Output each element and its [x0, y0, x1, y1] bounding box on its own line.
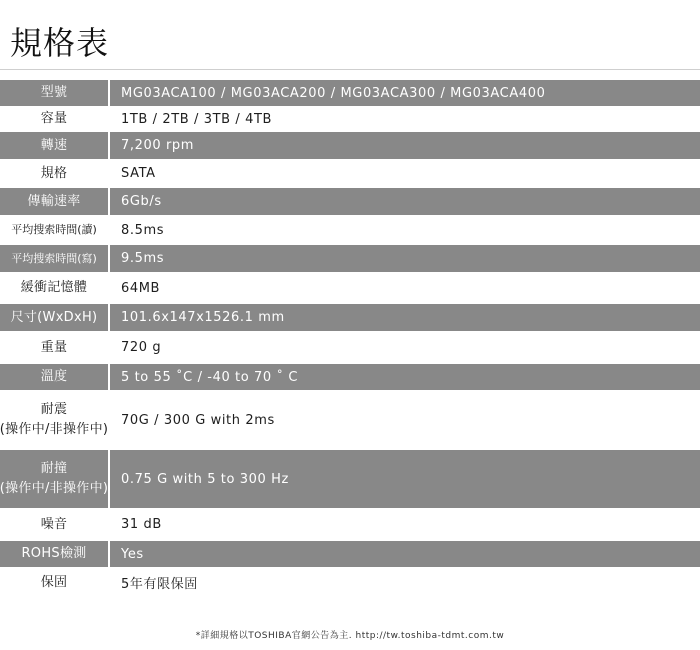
- spec-value-cache: 64MB: [121, 280, 161, 296]
- spec-label-weight: [0, 331, 108, 364]
- spec-row-shock: [0, 450, 700, 508]
- spec-label-text: 耐震: [40, 402, 68, 417]
- spec-label-seek-read: [0, 215, 108, 245]
- spec-label-transfer-rate: [0, 188, 108, 215]
- spec-label-rpm: [0, 132, 108, 159]
- spec-label-text: 容量: [40, 111, 68, 126]
- spec-value-seek-read: 8.5ms: [121, 222, 165, 238]
- spec-label-text: 傳輸速率: [27, 193, 81, 209]
- spec-value-rohs: Yes: [121, 546, 144, 562]
- spec-row-rohs: [0, 541, 700, 567]
- spec-sublabel-text: (操作中/非操作中): [0, 481, 109, 496]
- spec-label-text: 噪音: [40, 516, 68, 532]
- spec-row-warranty: [0, 567, 700, 598]
- spec-value-model: MG03ACA100 / MG03ACA200 / MG03ACA300 / MG03ACA400: [121, 85, 546, 101]
- spec-label-model: [0, 80, 108, 106]
- spec-value-interface: SATA: [121, 166, 156, 181]
- spec-label-interface: [0, 159, 108, 188]
- spec-value-noise: 31 dB: [121, 517, 162, 532]
- spec-value-transfer-rate: 6Gb/s: [121, 194, 162, 209]
- spec-row-vibration: [0, 390, 700, 450]
- spec-label-text: 緩衝記憶體: [20, 280, 88, 295]
- spec-label-noise: [0, 508, 108, 541]
- spec-label-text: 轉速: [40, 137, 68, 153]
- spec-value-weight: 720 g: [121, 340, 162, 355]
- spec-label-cache: [0, 272, 108, 304]
- spec-label-text: 溫度: [40, 369, 68, 384]
- spec-sublabel-text: (操作中/非操作中): [0, 422, 109, 437]
- spec-row-dimensions: [0, 304, 700, 331]
- spec-label-text: 尺寸(WxDxH): [10, 309, 98, 325]
- spec-table: [0, 80, 700, 598]
- title-divider: [0, 69, 700, 70]
- spec-label-text: 型號: [40, 85, 68, 100]
- spec-label-vibration: [0, 390, 108, 450]
- spec-row-temperature: [0, 364, 700, 390]
- page-title: 規格表: [10, 24, 110, 62]
- spec-label-rohs: [0, 541, 108, 567]
- spec-row-interface: [0, 159, 700, 188]
- spec-value-rpm: 7,200 rpm: [121, 138, 195, 153]
- spec-row-seek-read: [0, 215, 700, 245]
- spec-value-shock: 0.75 G with 5 to 300 Hz: [121, 471, 289, 487]
- spec-row-weight: [0, 331, 700, 364]
- spec-label-text: ROHS檢測: [21, 546, 87, 561]
- spec-label-temperature: [0, 364, 108, 390]
- spec-label-capacity: [0, 106, 108, 132]
- spec-label-text: 平均搜索時間(讀): [11, 223, 97, 236]
- spec-row-rpm: [0, 132, 700, 159]
- spec-value-vibration: 70G / 300 G with 2ms: [121, 412, 275, 428]
- spec-label-text: 耐撞: [40, 461, 68, 476]
- spec-label-warranty: [0, 567, 108, 598]
- spec-value-seek-write: 9.5ms: [121, 251, 165, 266]
- spec-label-seek-write: [0, 245, 108, 272]
- spec-value-dimensions: 101.6x147x1526.1 mm: [121, 310, 285, 325]
- spec-value-warranty: 5年有限保固: [121, 577, 198, 592]
- spec-row-seek-write: [0, 245, 700, 272]
- spec-label-text: 平均搜索時間(寫): [11, 251, 97, 265]
- spec-row-capacity: [0, 106, 700, 132]
- spec-label-shock: [0, 450, 108, 508]
- spec-value-temperature: 5 to 55 ˚C / -40 to 70 ˚ C: [121, 369, 299, 385]
- spec-row-model: [0, 80, 700, 106]
- footnote: *詳細規格以TOSHIBA官網公告為主. http://tw.toshiba-tdmt.com.tw: [195, 631, 505, 641]
- spec-label-text: 規格: [40, 165, 68, 181]
- spec-row-cache: [0, 272, 700, 304]
- spec-value-capacity: 1TB / 2TB / 3TB / 4TB: [121, 111, 273, 127]
- spec-label-dimensions: [0, 304, 108, 331]
- spec-row-noise: [0, 508, 700, 541]
- spec-row-transfer-rate: [0, 188, 700, 215]
- spec-label-text: 保固: [40, 574, 68, 590]
- spec-label-text: 重量: [40, 339, 68, 355]
